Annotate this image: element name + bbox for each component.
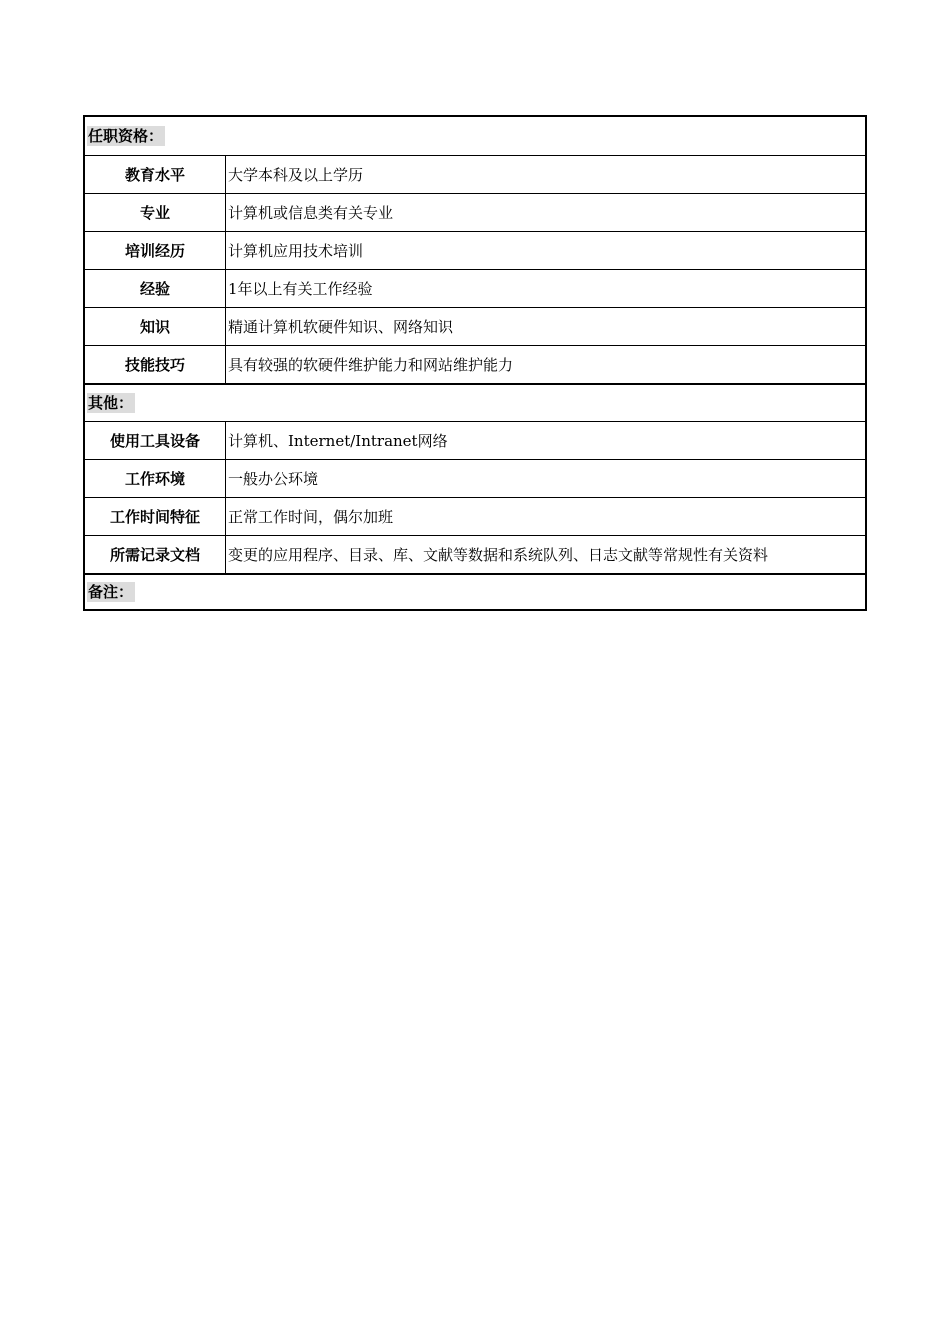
table-row-training (85, 231, 865, 269)
row-label: 工作环境 (85, 460, 226, 497)
row-label: 技能技巧 (85, 346, 226, 383)
row-label: 专业 (85, 194, 226, 231)
row-value: 精通计算机软硬件知识、网络知识 (228, 318, 454, 336)
table-row-work-hours (85, 497, 865, 535)
section-header-remarks (85, 573, 865, 609)
table-row-education (85, 155, 865, 193)
row-label: 经验 (85, 270, 226, 307)
table-row-experience (85, 269, 865, 307)
row-label: 工作时间特征 (85, 498, 226, 535)
section-title: 任职资格： (88, 127, 164, 145)
row-value: 1年以上有关工作经验 (228, 280, 373, 298)
section-title: 备注： (88, 583, 134, 601)
row-value: 大学本科及以上学历 (228, 166, 364, 184)
row-label: 知识 (85, 308, 226, 345)
section-title: 其他： (88, 394, 134, 412)
row-label: 培训经历 (85, 232, 226, 269)
row-value: 具有较强的软硬件维护能力和网站维护能力 (228, 356, 514, 374)
row-value: 计算机应用技术培训 (228, 242, 364, 260)
table-row-tools (85, 421, 865, 459)
row-value: 计算机或信息类有关专业 (228, 204, 394, 222)
row-value: 一般办公环境 (228, 470, 319, 488)
row-label: 教育水平 (85, 156, 226, 193)
job-description-table (83, 115, 867, 611)
row-label: 使用工具设备 (85, 422, 226, 459)
section-header-qualifications (85, 117, 865, 155)
row-value: 变更的应用程序、目录、库、文献等数据和系统队列、日志文献等常规性有关资料 (228, 546, 769, 564)
table-row-major (85, 193, 865, 231)
table-row-knowledge (85, 307, 865, 345)
table-row-environment (85, 459, 865, 497)
section-header-other (85, 383, 865, 421)
table-row-skills (85, 345, 865, 383)
row-label: 所需记录文档 (85, 536, 226, 573)
row-value: 计算机、Internet/Intranet网络 (228, 432, 448, 450)
table-row-documents (85, 535, 865, 573)
row-value: 正常工作时间，偶尔加班 (228, 508, 394, 526)
